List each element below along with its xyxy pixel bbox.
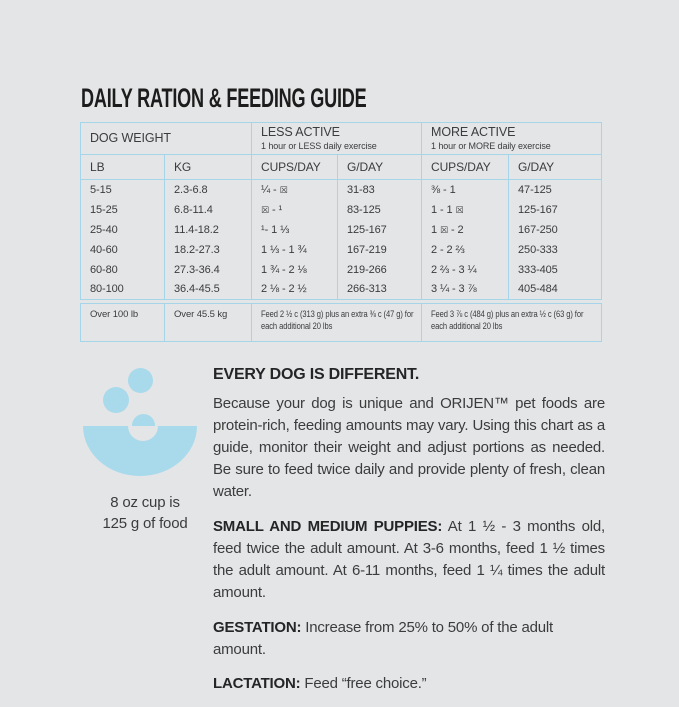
info-text-column	[213, 366, 605, 707]
table-cell: 2 ⅛ - 2 ½	[252, 280, 338, 300]
footer-cell-kg: Over 45.5 kg	[165, 304, 252, 342]
table-cell: 3 ¼ - 3 ⅞	[422, 280, 509, 300]
table-cell: 80-100	[81, 280, 165, 300]
cup-caption	[82, 492, 208, 534]
feeding-table-main	[80, 122, 602, 300]
column-header: KG	[165, 155, 252, 180]
footer-cell-lb: Over 100 lb	[81, 304, 165, 342]
table-cell: 2.3-6.8	[165, 180, 252, 200]
table-cell: 18.2-27.3	[165, 240, 252, 260]
table-row	[81, 240, 602, 260]
table-cell: 31-83	[338, 180, 422, 200]
feeding-guide-table	[80, 122, 601, 342]
group-header-more-active	[422, 123, 602, 155]
label-gestation: GESTATION:	[213, 619, 302, 636]
group-label: MORE ACTIVE	[431, 125, 516, 139]
table-cell: 125-167	[509, 200, 602, 220]
footer-note-less-active	[252, 304, 422, 342]
table-row	[81, 260, 602, 280]
paragraph-every-dog: Because your dog is unique and ORIJEN™ pet foods are protein-rich, feeding amounts may vary. Using this chart as a guide, monitor their weight and adjust portions as needed. Be sure to feed twice daily and provide plenty of fresh, clean water.	[213, 395, 605, 500]
table-cell: 2 - 2 ⅔	[422, 240, 509, 260]
column-header: G/DAY	[509, 155, 602, 180]
table-cell: 1 ⅓ - 1 ¾	[252, 240, 338, 260]
table-cell: 6.8-11.4	[165, 200, 252, 220]
table-cell: ¼ - ☒	[252, 180, 338, 200]
table-row	[81, 280, 602, 300]
cup-caption-line1: 8 oz cup is	[110, 494, 180, 511]
table-cell: 1 ¾ - 2 ⅛	[252, 260, 338, 280]
group-label: DOG WEIGHT	[90, 131, 171, 145]
table-cell: 333-405	[509, 260, 602, 280]
group-subtext: 1 hour or MORE daily exercise	[431, 141, 551, 151]
table-cell: 11.4-18.2	[165, 220, 252, 240]
feeding-table-footer	[80, 303, 602, 342]
text-gestation: Increase from 25% to 50% of the adult amount.	[213, 619, 553, 658]
table-column-header-row	[81, 155, 602, 180]
column-header: CUPS/DAY	[252, 155, 338, 180]
table-cell: ¹- 1 ⅓	[252, 220, 338, 240]
table-group-header-row	[81, 123, 602, 155]
table-cell: 1 - 1 ☒	[422, 200, 509, 220]
paragraph-puppies	[213, 516, 605, 604]
table-cell: 1 ☒ - 2	[422, 220, 509, 240]
column-header: CUPS/DAY	[422, 155, 509, 180]
table-cell: 40-60	[81, 240, 165, 260]
table-cell: 167-219	[338, 240, 422, 260]
table-cell: 250-333	[509, 240, 602, 260]
table-cell: 15-25	[81, 200, 165, 220]
cup-measure-figure	[82, 368, 208, 544]
cup-caption-line2: 125 g of food	[102, 515, 188, 532]
group-label: LESS ACTIVE	[261, 125, 340, 139]
table-cell: 36.4-45.5	[165, 280, 252, 300]
footer-note-text: Feed 2 ½ c (313 g) plus an extra ⅜ c (47 g) for each additional 20 lbs	[261, 309, 414, 331]
label-puppies: SMALL AND MEDIUM PUPPIES:	[213, 518, 443, 535]
kibble-circle-icon	[132, 414, 155, 426]
table-cell: 60-80	[81, 260, 165, 280]
kibble-circle-icon	[103, 387, 129, 413]
group-header-less-active	[252, 123, 422, 155]
table-row	[81, 180, 602, 200]
table-cell: 2 ⅔ - 3 ¼	[422, 260, 509, 280]
column-header: LB	[81, 155, 165, 180]
paragraph-gestation	[213, 617, 605, 661]
table-cell: 266-313	[338, 280, 422, 300]
table-footer-row	[81, 304, 602, 342]
table-cell: 5-15	[81, 180, 165, 200]
table-cell: 47-125	[509, 180, 602, 200]
table-cell: ☒ - ¹	[252, 200, 338, 220]
column-header: G/DAY	[338, 155, 422, 180]
group-subtext: 1 hour or LESS daily exercise	[261, 141, 377, 151]
table-cell: 25-40	[81, 220, 165, 240]
page-title: DAILY RATION & FEEDING GUIDE	[81, 83, 367, 113]
table-cell: 125-167	[338, 220, 422, 240]
table-row	[81, 200, 602, 220]
text-lactation: Feed “free choice.”	[300, 675, 427, 692]
footer-note-more-active	[422, 304, 602, 342]
section-heading-every-dog: EVERY DOG IS DIFFERENT.	[213, 366, 420, 383]
paragraph-lactation	[213, 673, 605, 695]
label-lactation: LACTATION:	[213, 675, 301, 692]
kibble-circle-icon	[128, 368, 153, 393]
footer-note-text: Feed 3 ⅞ c (484 g) plus an extra ½ c (63 g) for each additional 20 lbs	[431, 309, 584, 331]
text-puppies: At 1 ½ - 3 months old, feed twice the adult amount. At 3-6 months, feed 1 ½ times the adult amount. At 6-11 months, feed 1 ¼ times the adult amount.	[213, 518, 606, 601]
table-row	[81, 220, 602, 240]
table-cell: 83-125	[338, 200, 422, 220]
table-cell: 167-250	[509, 220, 602, 240]
table-cell: 27.3-36.4	[165, 260, 252, 280]
table-cell: 219-266	[338, 260, 422, 280]
group-header-dog-weight	[81, 123, 252, 155]
table-cell: ⅜ - 1	[422, 180, 509, 200]
table-cell: 405-484	[509, 280, 602, 300]
